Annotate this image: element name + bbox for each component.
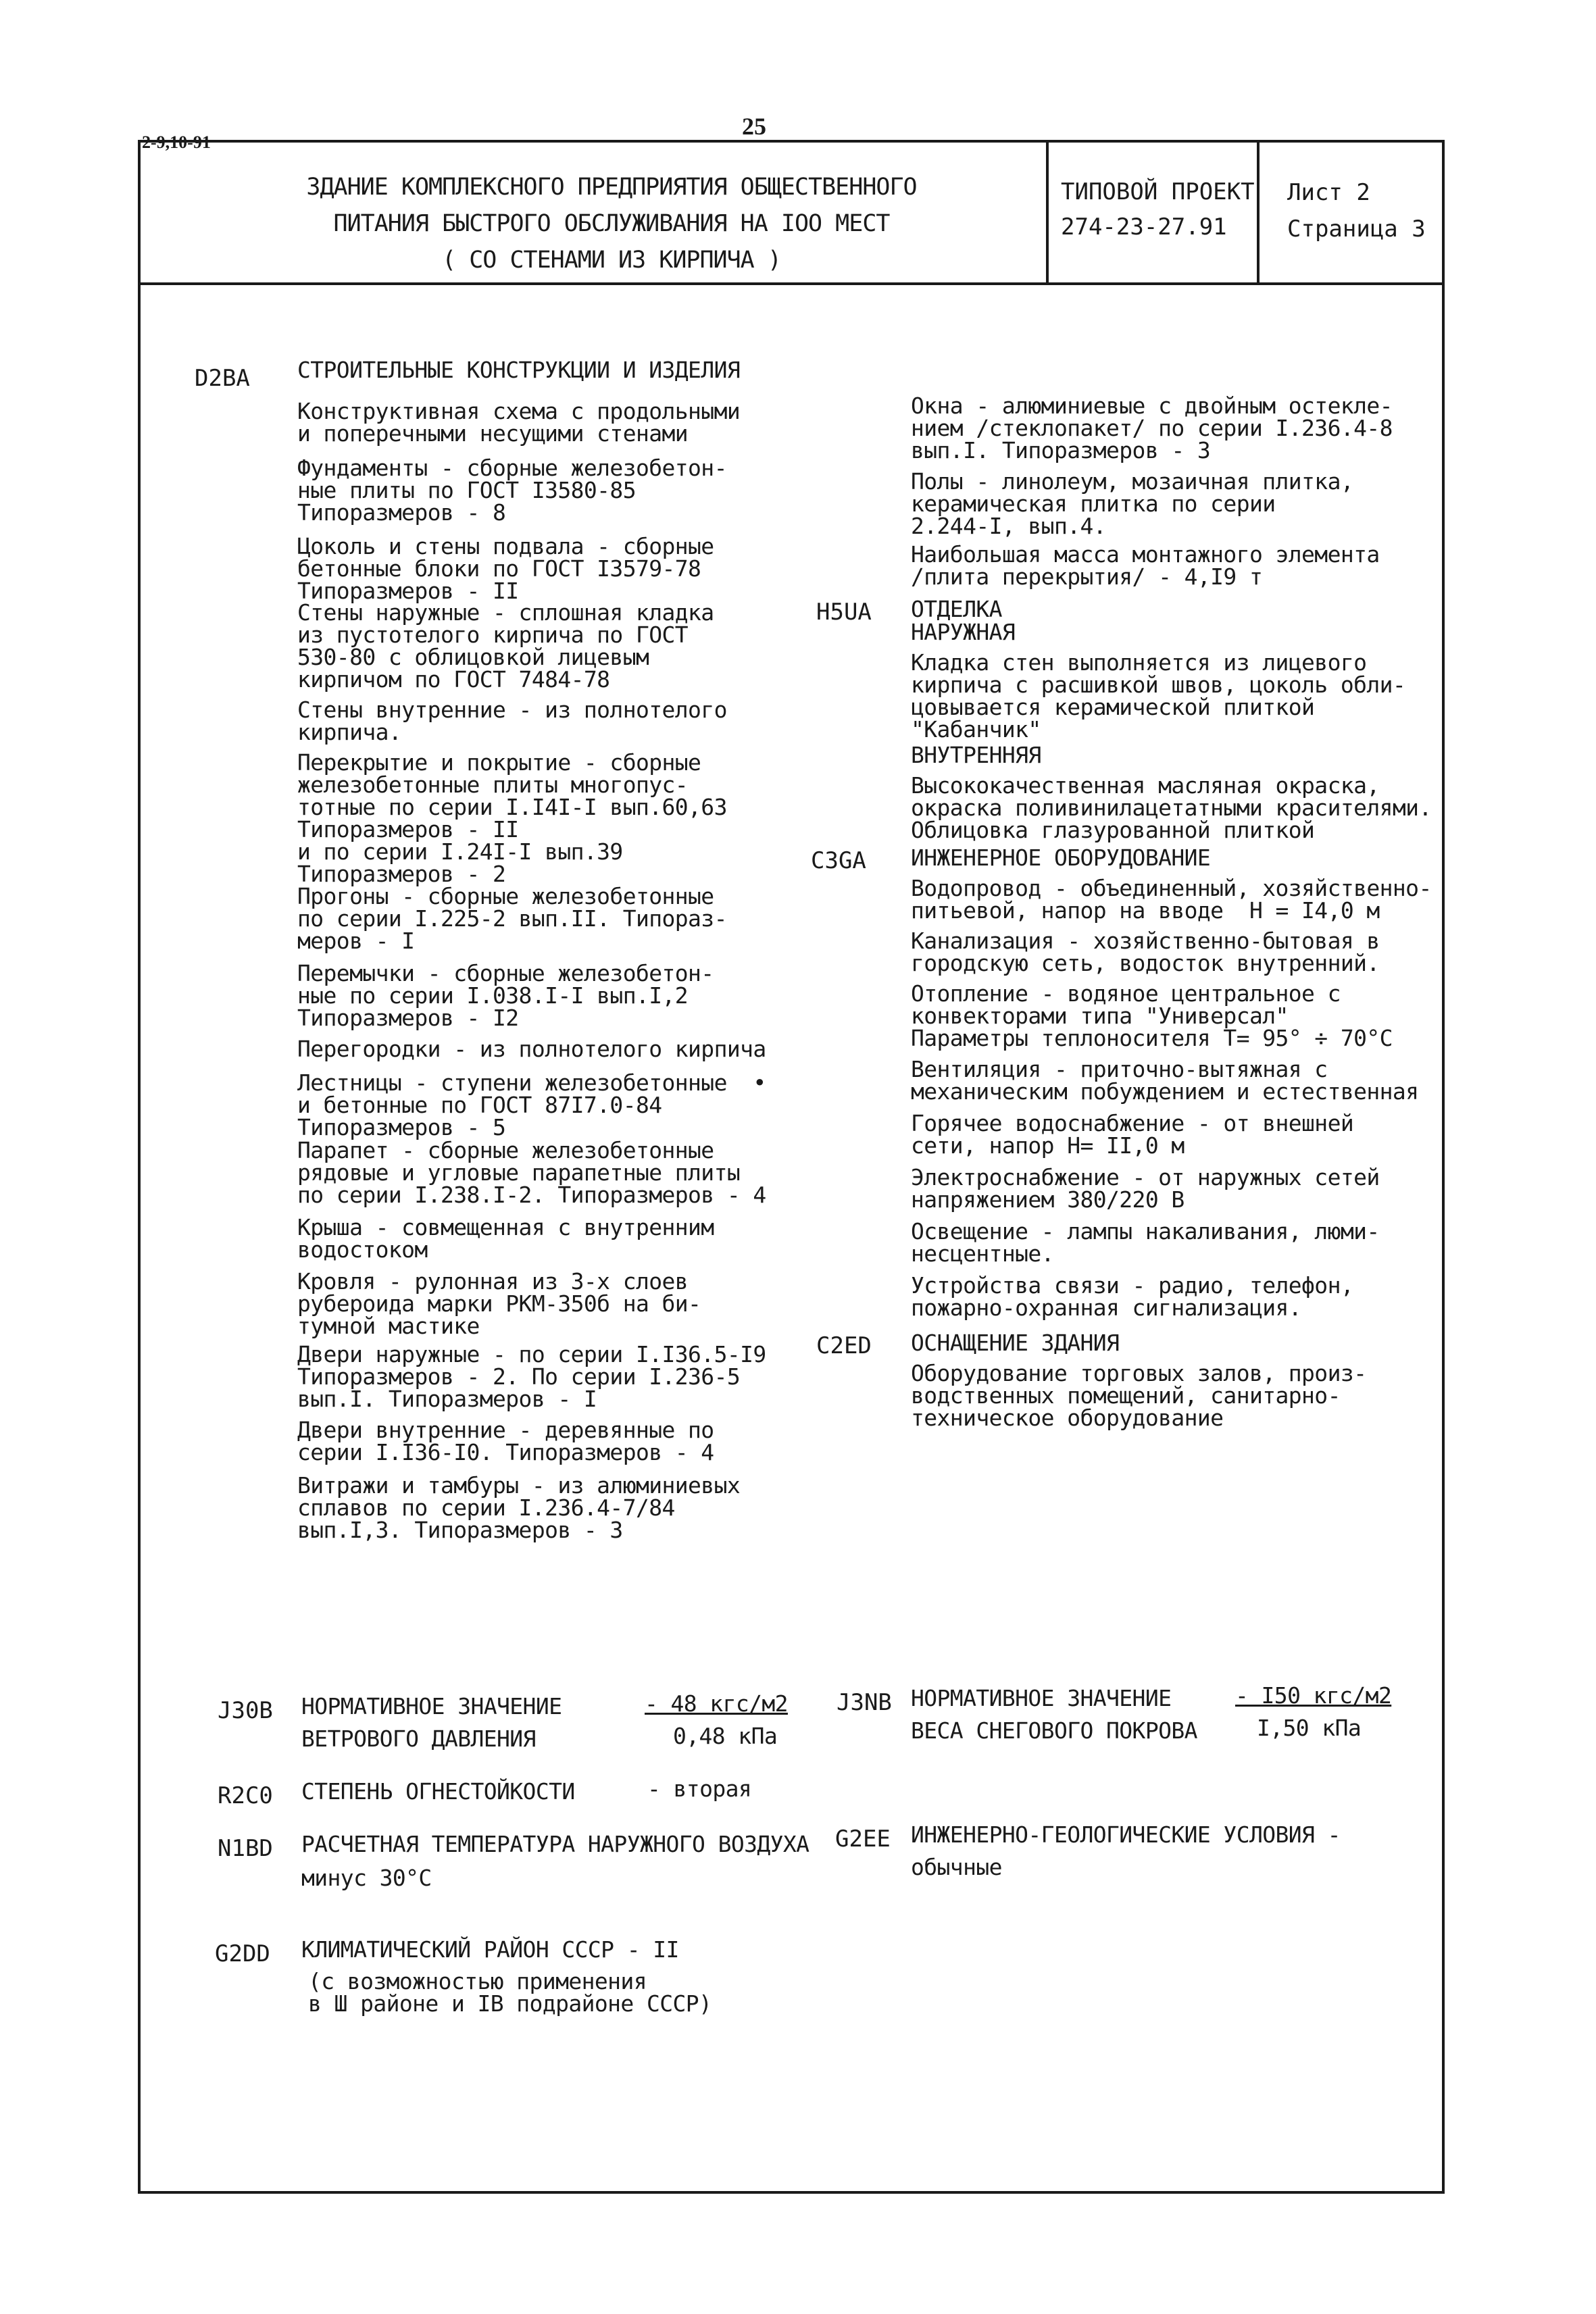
- param-code: G2DD: [215, 1940, 270, 1967]
- paragraph: Двери внутренние - деревянные по серии I.I36-I0. Типоразмеров - 4: [297, 1417, 714, 1465]
- param-code: J30B: [218, 1697, 273, 1724]
- project-block: [1061, 174, 1255, 245]
- paragraph: Оборудование торговых залов, произ- водственных помещений, санитарно- техническое оборудование: [911, 1360, 1367, 1431]
- param-label: НОРМАТИВНОЕ ЗНАЧЕНИЕ: [911, 1685, 1172, 1711]
- param-code: J3NB: [837, 1689, 892, 1716]
- param-code: G2EE: [835, 1826, 891, 1853]
- subsection-heading: НАРУЖНАЯ: [911, 619, 1016, 645]
- title-line: ( СО СТЕНАМИ ИЗ КИРПИЧА ): [442, 247, 781, 274]
- paragraph: Освещение - лампы накаливания, люми- несцентные.: [911, 1218, 1380, 1267]
- paragraph: Кладка стен выполняется из лицевого кирпича с расшивкой швов, цоколь обли- цовывается керамической плиткой "Кабанчик": [911, 649, 1406, 743]
- paragraph: Лестницы - ступени железобетонные • и бетонные по ГОСТ 87I7.0-84 Типоразмеров - 5: [297, 1070, 766, 1140]
- section-code: C2ED: [816, 1332, 872, 1359]
- paragraph: Стены наружные - сплошная кладка из пустотелого кирпича по ГОСТ 530-80 с облицовкой лицевым кирпичом по ГОСТ 7484-78: [297, 599, 714, 693]
- paragraph: Конструктивная схема с продольными и поперечными несущими стенами: [297, 398, 741, 447]
- paragraph: Перекрытие и покрытие - сборные железобетонные плиты многопус- тотные по серии I.I4I-I вып.60,63 Типоразмеров - II и по серии I.24I-I вып.39 Типоразмеров - 2: [297, 749, 727, 887]
- page-label: Страница 3: [1287, 216, 1426, 243]
- paragraph: Цоколь и стены подвала - сборные бетонные блоки по ГОСТ I3579-78 Типоразмеров - II: [297, 533, 714, 604]
- param-label: СТЕПЕНЬ ОГНЕСТОЙКОСТИ: [301, 1778, 575, 1805]
- param-label: ВЕТРОВОГО ДАВЛЕНИЯ: [301, 1726, 536, 1752]
- paragraph: Прогоны - сборные железобетонные по серии I.225-2 вып.II. Типораз- меров - I: [297, 883, 727, 954]
- paragraph: Наибольшая масса монтажного элемента /плита перекрытия/ - 4,I9 т: [911, 541, 1380, 590]
- param-label: ВЕСА СНЕГОВОГО ПОКРОВА: [911, 1717, 1197, 1744]
- param-value: - вторая: [647, 1776, 752, 1802]
- param-value: - I50 кгс/м2: [1235, 1682, 1392, 1709]
- paragraph: Горячее водоснабжение - от внешней сети, напор H= II,0 м: [911, 1110, 1354, 1159]
- section-heading: ОТДЕЛКА: [911, 596, 1002, 622]
- paragraph: Парапет - сборные железобетонные рядовые и угловые парапетные плиты по серии I.238.I-2. Типоразмеров - 4: [297, 1137, 766, 1208]
- project-label: ТИПОВОЙ ПРОЕКТ: [1061, 178, 1255, 205]
- paragraph: Канализация - хозяйственно-бытовая в городскую сеть, водосток внутренний.: [911, 928, 1380, 976]
- section-heading: СТРОИТЕЛЬНЫЕ КОНСТРУКЦИИ И ИЗДЕЛИЯ: [297, 357, 741, 383]
- section-code: D2BA: [195, 365, 250, 392]
- paragraph: Полы - линолеум, мозаичная плитка, керамическая плитка по серии 2.244-I, вып.4.: [911, 468, 1354, 539]
- project-number: 274-23-27.91: [1061, 213, 1227, 241]
- param-label: ИНЖЕНЕРНО-ГЕОЛОГИЧЕСКИЕ УСЛОВИЯ -: [911, 1821, 1341, 1848]
- title-line: ЗДАНИЕ КОМПЛЕКСНОГО ПРЕДПРИЯТИЯ ОБЩЕСТВЕННОГО: [306, 174, 917, 201]
- param-code: N1BD: [218, 1835, 273, 1862]
- paragraph: Крыша - совмещенная с внутренним водостоком: [297, 1214, 714, 1263]
- document-title: [196, 169, 1027, 278]
- title-line: ПИТАНИЯ БЫСТРОГО ОБСЛУЖИВАНИЯ НА IOO МЕСТ: [333, 210, 890, 237]
- paragraph: Электроснабжение - от наружных сетей напряжением 380/220 В: [911, 1164, 1380, 1213]
- param-label: РАСЧЕТНАЯ ТЕМПЕРАТУРА НАРУЖНОГО ВОЗДУХА: [301, 1831, 809, 1857]
- param-value: минус 30°С: [301, 1865, 432, 1891]
- param-label: НОРМАТИВНОЕ ЗНАЧЕНИЕ: [301, 1693, 562, 1719]
- param-value: 0,48 кПа: [673, 1723, 778, 1749]
- paragraph: Вентиляция - приточно-вытяжная с механическим побуждением и естественная: [911, 1056, 1419, 1105]
- paragraph: Высококачественная масляная окраска, окраска поливинилацетатными красителями. Облицовка глазурованной плиткой: [911, 772, 1432, 843]
- paragraph: Двери наружные - по серии I.I36.5-I9 Типоразмеров - 2. По серии I.236-5 вып.I. Типоразмеров - I: [297, 1341, 766, 1412]
- document-code: 2-9,10-91: [142, 132, 211, 152]
- section-heading: ИНЖЕНЕРНОЕ ОБОРУДОВАНИЕ: [911, 845, 1211, 871]
- param-value: - 48 кгс/м2: [645, 1690, 788, 1717]
- paragraph: Фундаменты - сборные железобетон- ные плиты по ГОСТ I3580-85 Типоразмеров - 8: [297, 455, 727, 526]
- header-divider-2: [1257, 140, 1260, 282]
- page-number: 25: [742, 113, 766, 140]
- header-divider: [138, 282, 1445, 285]
- sheet-block: [1287, 174, 1426, 247]
- sheet-number: Лист 2: [1287, 179, 1370, 206]
- paragraph: Окна - алюминиевые с двойным остекле- нием /стеклопакет/ по серии I.236.4-8 вып.I. Типоразмеров - 3: [911, 393, 1393, 463]
- paragraph: Устройства связи - радио, телефон, пожарно-охранная сигнализация.: [911, 1272, 1354, 1321]
- section-heading: ОСНАЩЕНИЕ ЗДАНИЯ: [911, 1330, 1120, 1356]
- section-code: C3GA: [811, 847, 866, 874]
- param-label: КЛИМАТИЧЕСКИЙ РАЙОН СССР - II: [301, 1936, 679, 1963]
- paragraph: Водопровод - объединенный, хозяйственно- питьевой, напор на вводе H = I4,0 м: [911, 875, 1432, 924]
- paragraph: Стены внутренние - из полнотелого кирпича.: [297, 697, 727, 745]
- paragraph: Перемычки - сборные железобетон- ные по серии I.038.I-I вып.I,2 Типоразмеров - I2: [297, 960, 714, 1031]
- param-note: (с возможностью применения в Ш районе и IB подрайоне СССР): [308, 1968, 712, 2017]
- paragraph: Перегородки - из полнотелого кирпича: [297, 1036, 766, 1062]
- param-value: обычные: [911, 1854, 1002, 1880]
- subsection-heading: ВНУТРЕННЯЯ: [911, 742, 1041, 768]
- header-divider-1: [1046, 140, 1049, 282]
- param-value: I,50 кПа: [1257, 1715, 1362, 1741]
- paragraph: Кровля - рулонная из 3-х слоев рубероида марки РКМ-350б на би- тумной мастике: [297, 1268, 701, 1339]
- paragraph: Отопление - водяное центральное с конвекторами типа "Универсал" Параметры теплоносителя Т= 95° ÷ 70°С: [911, 980, 1393, 1051]
- section-code: H5UA: [816, 599, 872, 626]
- param-code: R2C0: [218, 1782, 273, 1809]
- paragraph: Витражи и тамбуры - из алюминиевых сплавов по серии I.236.4-7/84 вып.I,3. Типоразмеров - 3: [297, 1472, 741, 1543]
